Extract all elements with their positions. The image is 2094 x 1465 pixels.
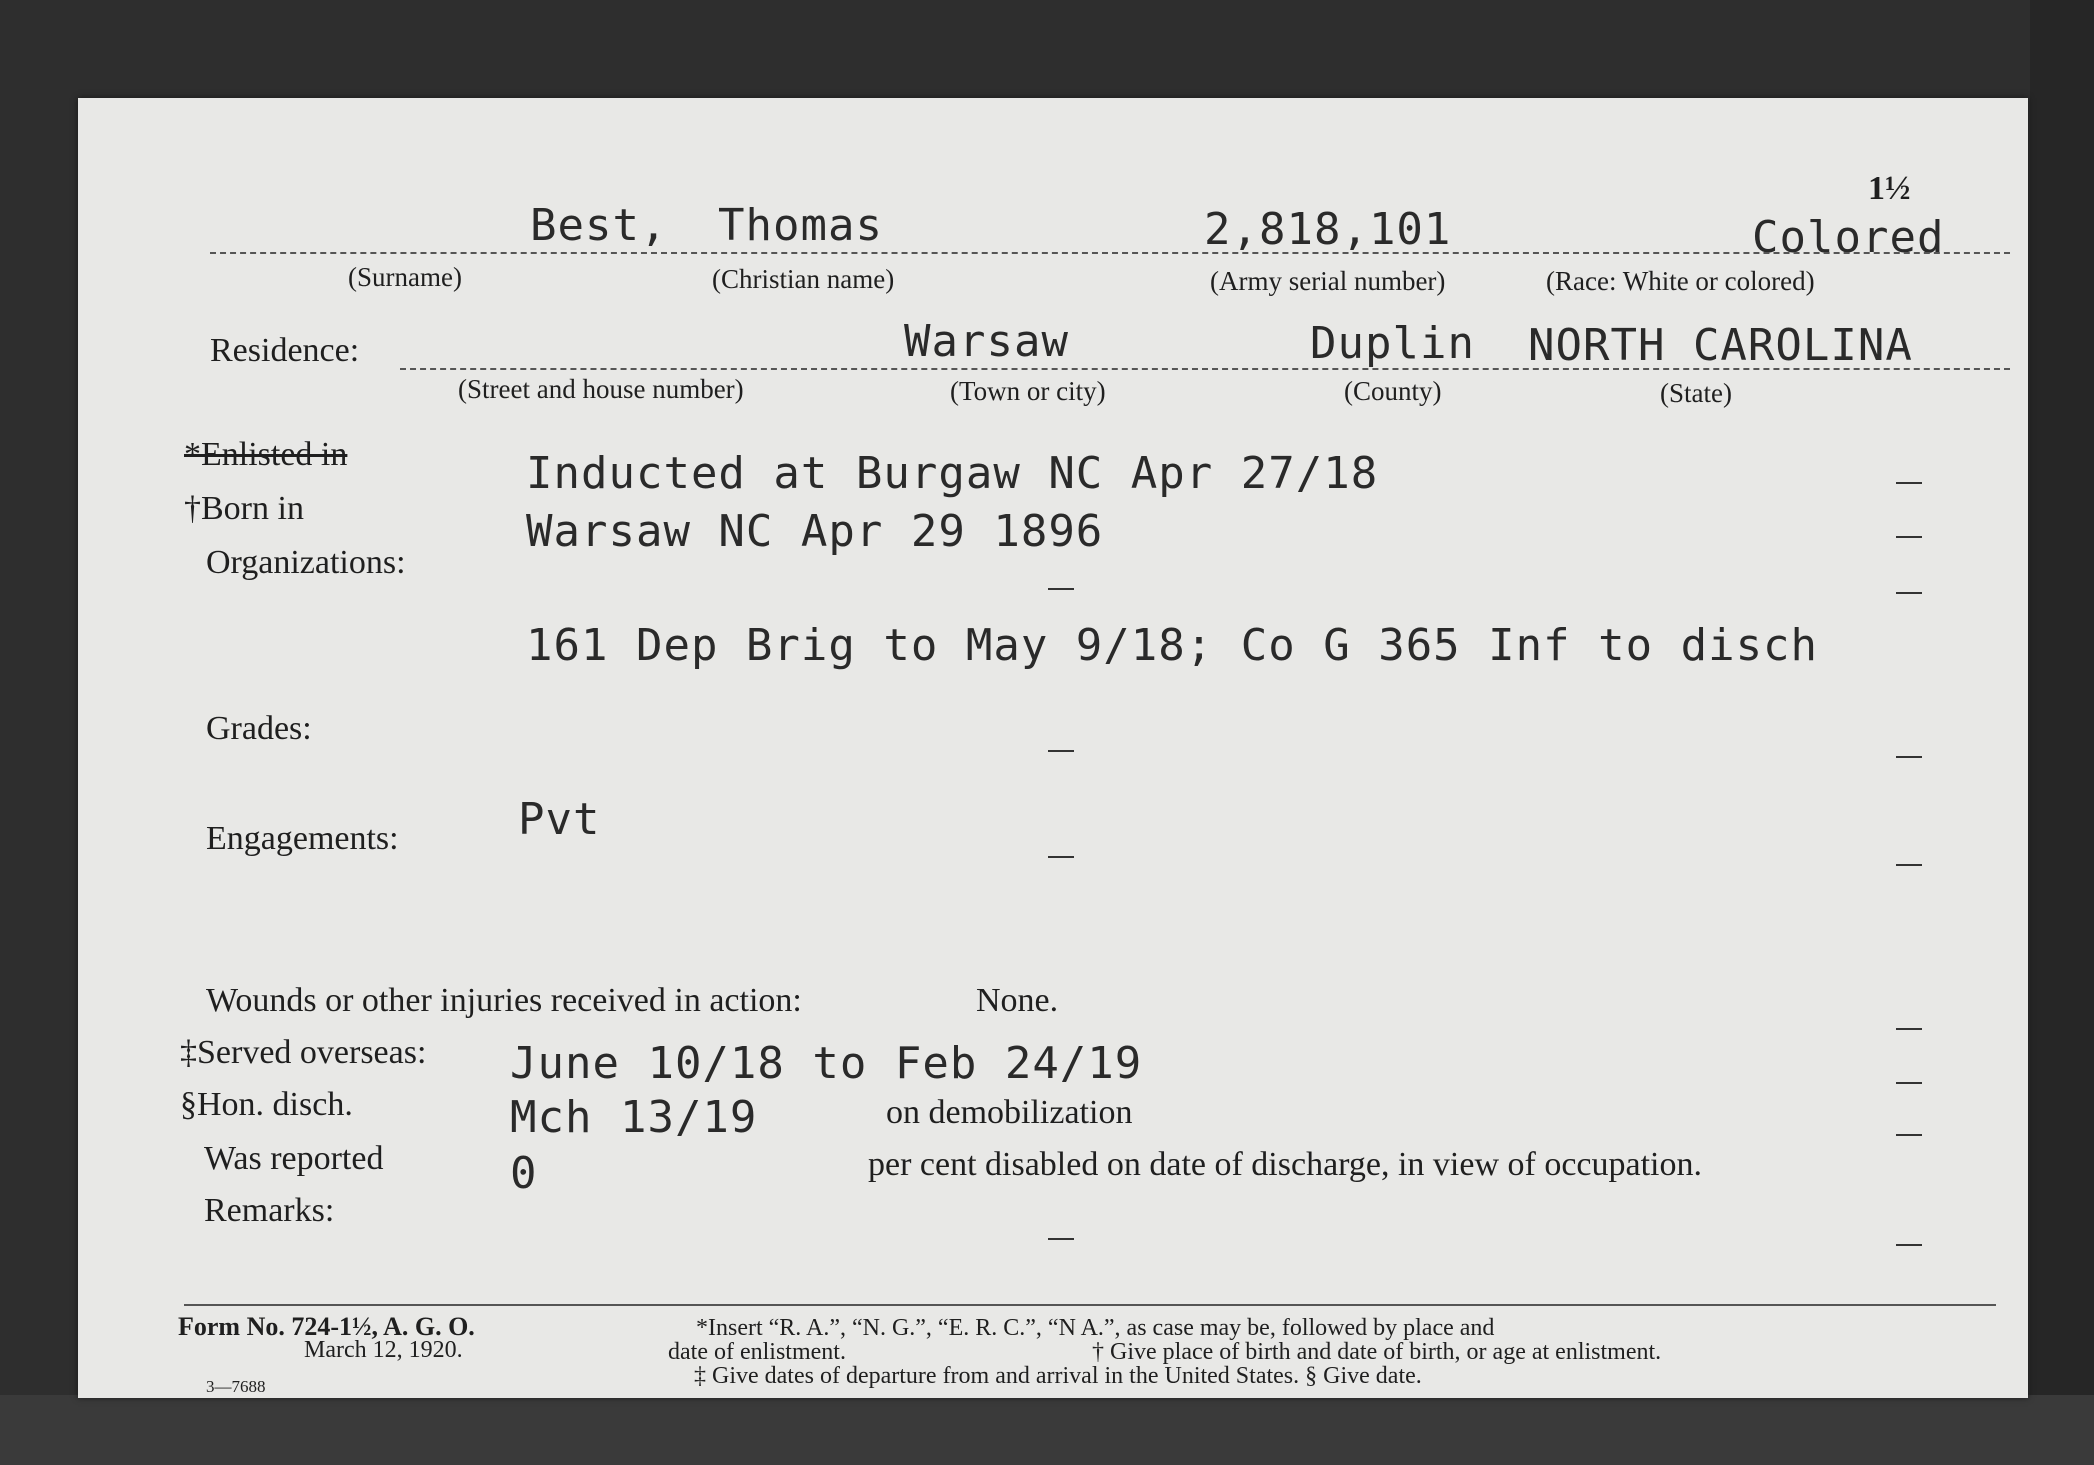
right-dash-marker (1896, 482, 1922, 484)
born-label: †Born in (184, 490, 304, 527)
born-value: Warsaw NC Apr 29 1896 (526, 506, 1104, 557)
serial-number-caption: (Army serial number) (1210, 266, 1446, 296)
footer-rule (184, 1304, 1996, 1306)
residence-dotted-line (400, 368, 2010, 370)
hon-disch-note: on demobilization (886, 1094, 1133, 1131)
engagements-label: Engagements: (206, 820, 399, 857)
footnote-enlistment: date of enlistment. (668, 1339, 846, 1365)
wounds-label: Wounds or other injuries received in action: (206, 982, 802, 1019)
overseas-label: ‡Served overseas: (180, 1034, 427, 1071)
footnote-insert: *Insert “R. A.”, “N. G.”, “E. R. C.”, “N A.”, as case may be, followed by place and (696, 1315, 1495, 1341)
right-dash-marker (1896, 1082, 1922, 1084)
header-dotted-line (210, 252, 2010, 254)
wounds-value: None. (976, 982, 1059, 1019)
right-dash-marker (1896, 536, 1922, 538)
enlisted-value: Inducted at Burgaw NC Apr 27/18 (526, 448, 1379, 499)
organizations-value: 161 Dep Brig to May 9/18; Co G 365 Inf to disch (526, 620, 1819, 671)
center-dash-marker (1048, 588, 1074, 590)
surname-value: Best, (530, 200, 668, 251)
hon-disch-value: Mch 13/19 (510, 1092, 758, 1143)
right-dash-marker (1896, 864, 1922, 866)
serial-number-value: 2,818,101 (1204, 204, 1452, 255)
form-date: March 12, 1920. (304, 1337, 463, 1363)
race-value: Colored (1752, 212, 1945, 263)
county-caption: (County) (1344, 376, 1442, 406)
background-bottom-edge (0, 1395, 2094, 1465)
print-code: 3—7688 (206, 1377, 266, 1396)
center-dash-marker (1048, 750, 1074, 752)
right-dash-marker (1896, 756, 1922, 758)
county-value: Duplin (1310, 318, 1475, 369)
overseas-value: June 10/18 to Feb 24/19 (510, 1038, 1143, 1089)
race-caption: (Race: White or colored) (1546, 266, 1815, 296)
christian-name-value: Thomas (718, 200, 883, 251)
reported-note: per cent disabled on date of discharge, in view of occupation. (868, 1146, 1702, 1183)
state-value: NORTH CAROLINA (1528, 320, 1913, 371)
reported-value: 0 (510, 1148, 538, 1199)
right-dash-marker (1896, 1244, 1922, 1246)
footnote-birth: † Give place of birth and date of birth, or age at enlistment. (1092, 1339, 1662, 1365)
service-record-card (78, 98, 2028, 1398)
right-dash-marker (1896, 1028, 1922, 1030)
enlisted-label: *Enlisted in (184, 436, 348, 473)
footnote-overseas: ‡ Give dates of departure from and arrival in the United States. § Give date. (694, 1363, 1422, 1389)
christian-name-caption: (Christian name) (712, 264, 895, 294)
hon-disch-label: §Hon. disch. (180, 1086, 353, 1123)
residence-label: Residence: (210, 332, 360, 369)
grades-value: Pvt (518, 794, 601, 845)
center-dash-marker (1048, 856, 1074, 858)
state-caption: (State) (1660, 378, 1732, 408)
town-value: Warsaw (904, 316, 1069, 367)
fraction-mark: 1½ (1868, 170, 1911, 207)
right-dash-marker (1896, 592, 1922, 594)
organizations-label: Organizations: (206, 544, 406, 581)
form-number: Form No. 724-1½, A. G. O. (178, 1312, 475, 1341)
remarks-label: Remarks: (204, 1192, 335, 1229)
grades-label: Grades: (206, 710, 312, 747)
street-caption: (Street and house number) (458, 374, 744, 404)
town-caption: (Town or city) (950, 376, 1106, 406)
right-dash-marker (1896, 1134, 1922, 1136)
surname-caption: (Surname) (348, 262, 462, 292)
background-right-edge (2030, 0, 2094, 1465)
reported-label: Was reported (204, 1140, 384, 1177)
center-dash-marker (1048, 1238, 1074, 1240)
